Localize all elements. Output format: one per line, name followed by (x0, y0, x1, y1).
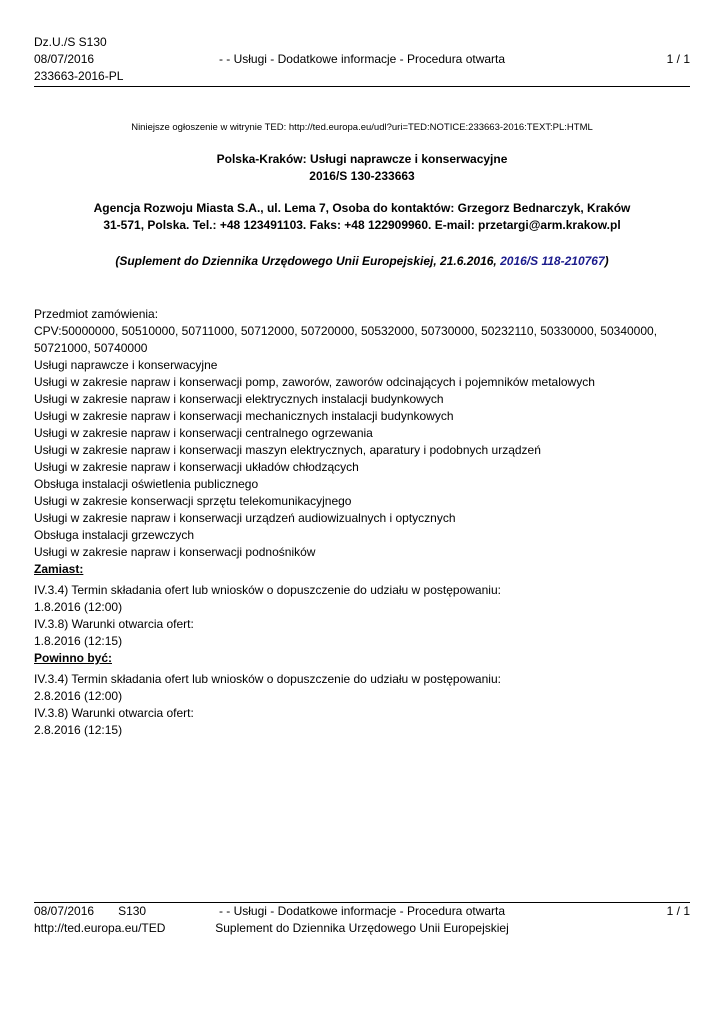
instead-line: 1.8.2016 (12:15) (34, 634, 123, 648)
cpv-item: Usługi naprawcze i konserwacyjne (34, 358, 218, 372)
ted-notice-link[interactable]: Niniejsze ogłoszenie w witrynie TED: http://ted.europa.eu/udl?uri=TED:NOTICE:233663-2016:TEXT:PL:HTML (131, 122, 593, 133)
cpv-item: Usługi w zakresie napraw i konserwacji podnośników (34, 545, 316, 559)
notice-title-line2: 2016/S 130-233663 (309, 169, 415, 183)
page-footer (34, 903, 690, 943)
cpv-item: Obsługa instalacji grzewczych (34, 528, 195, 542)
footer-subtitle: Suplement do Dziennika Urzędowego Unii Europejskiej (215, 921, 509, 935)
footer-title: - - Usługi - Dodatkowe informacje - Procedura otwarta (218, 904, 506, 918)
contracting-authority (34, 200, 690, 234)
header-title: - - Usługi - Dodatkowe informacje - Procedura otwarta (218, 52, 506, 66)
footer-date: 08/07/2016 (34, 904, 95, 918)
should-be-heading: Powinno być: (34, 651, 112, 665)
instead-line: 1.8.2016 (12:00) (34, 600, 123, 614)
footer-series: S130 (118, 904, 147, 918)
supplement-prefix: (Suplement do Dziennika Urzędowego Unii Europejskiej, 21.6.2016, (115, 254, 501, 268)
supplement-link[interactable]: 2016/S 118-210767 (500, 254, 605, 268)
instead-heading: Zamiast: (34, 562, 84, 576)
cpv-item: Usługi w zakresie napraw i konserwacji układów chłodzących (34, 460, 359, 474)
footer-page-number: 1 / 1 (666, 904, 690, 918)
cpv-item: Usługi w zakresie napraw i konserwacji urządzeń audiowizualnych i optycznych (34, 511, 456, 525)
notice-title-line1: Polska-Kraków: Usługi naprawcze i konserwacyjne (216, 152, 508, 166)
should-be-line: IV.3.8) Warunki otwarcia ofert: (34, 706, 194, 720)
header-notice-id: 233663-2016-PL (34, 69, 124, 83)
should-be-line: 2.8.2016 (12:00) (34, 689, 123, 703)
supplement-reference (34, 253, 690, 270)
header-page-number: 1 / 1 (666, 52, 690, 66)
cpv-item: Usługi w zakresie napraw i konserwacji centralnego ogrzewania (34, 426, 373, 440)
cpv-item: Usługi w zakresie konserwacji sprzętu telekomunikacyjnego (34, 494, 352, 508)
header-doc-ref: Dz.U./S S130 (34, 35, 107, 49)
cpv-item: Usługi w zakresie napraw i konserwacji mechanicznych instalacji budynkowych (34, 409, 454, 423)
should-be-line: 2.8.2016 (12:15) (34, 723, 123, 737)
notice-body (34, 306, 690, 739)
instead-line: IV.3.8) Warunki otwarcia ofert: (34, 617, 194, 631)
header-divider (34, 86, 690, 87)
cpv-codes: CPV:50000000, 50510000, 50711000, 50712000, 50720000, 50532000, 50730000, 50232110, 50330000, 50340000, 50721000, 50740000 (34, 324, 658, 355)
authority-line1: Agencja Rozwoju Miasta S.A., ul. Lema 7, Osoba do kontaktów: Grzegorz Bednarczyk, Kraków (93, 201, 631, 215)
notice-title (34, 151, 690, 185)
instead-line: IV.3.4) Termin składania ofert lub wniosków o dopuszczenie do udziału w postępowaniu: (34, 583, 501, 597)
supplement-suffix: ) (604, 254, 609, 268)
cpv-item: Usługi w zakresie napraw i konserwacji pomp, zaworów, zaworów odcinających i pojemników metalowych (34, 375, 595, 389)
page-header (34, 34, 690, 88)
authority-line2: 31-571, Polska. Tel.: +48 123491103. Faks: +48 122909960. E-mail: przetargi@arm.krakow.pl (103, 218, 621, 232)
footer-url[interactable]: http://ted.europa.eu/TED (34, 921, 166, 935)
cpv-item: Usługi w zakresie napraw i konserwacji maszyn elektrycznych, aparatury i podobnych urządzeń (34, 443, 541, 457)
header-date: 08/07/2016 (34, 52, 95, 66)
cpv-item: Obsługa instalacji oświetlenia publicznego (34, 477, 259, 491)
subject-heading: Przedmiot zamówienia: (34, 307, 159, 321)
cpv-item: Usługi w zakresie napraw i konserwacji elektrycznych instalacji budynkowych (34, 392, 444, 406)
should-be-line: IV.3.4) Termin składania ofert lub wniosków o dopuszczenie do udziału w postępowaniu: (34, 672, 501, 686)
